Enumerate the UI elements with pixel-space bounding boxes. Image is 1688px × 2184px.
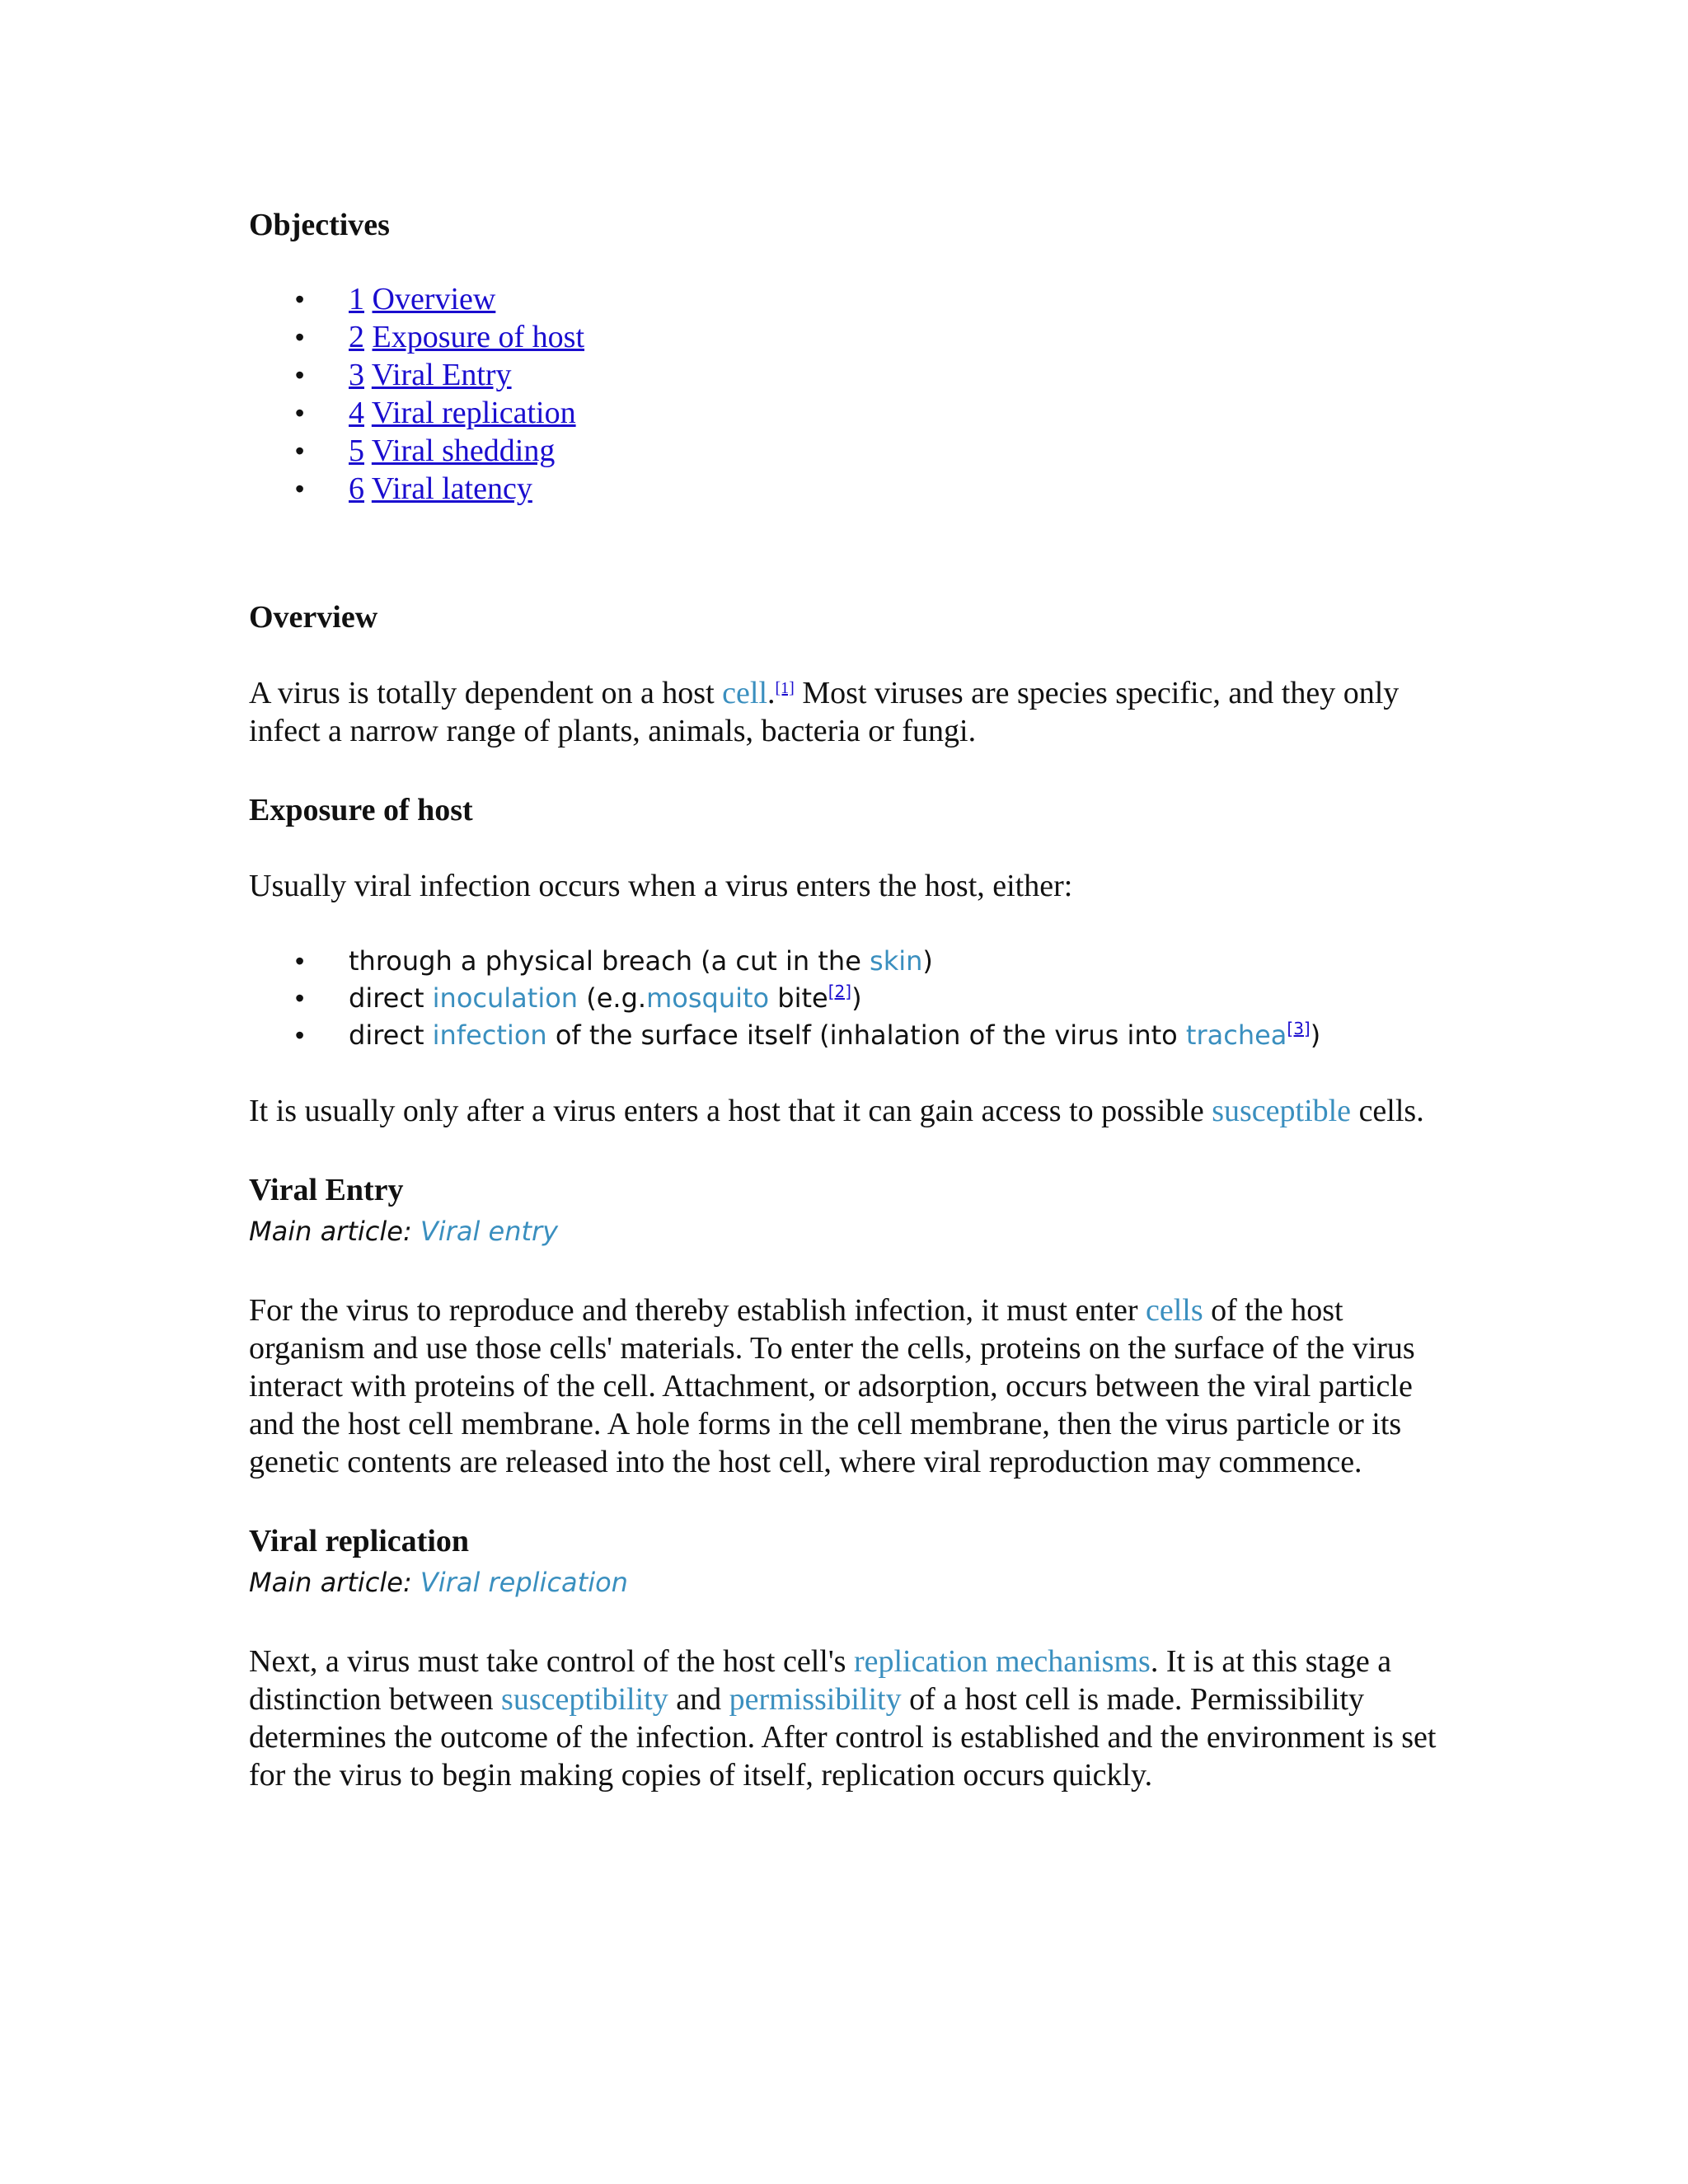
link-cell[interactable]: cell xyxy=(722,676,768,710)
toc-label-overview[interactable]: Overview xyxy=(372,282,496,316)
link-susceptibility[interactable]: susceptibility xyxy=(501,1682,668,1717)
toc-item-viral-replication xyxy=(249,394,1452,432)
toc-item-viral-shedding xyxy=(249,432,1452,470)
viral-replication-paragraph: Next, a virus must take control of the host cell's replication mechanisms. It is at this stage a distinction between susceptibility and permissibility of a host cell is made. Permissibility determines the outcome of the infection. After control is established and the environment is set for the virus to begin making copies of itself, replication occurs quickly. xyxy=(249,1644,1437,1793)
toc-item-viral-entry xyxy=(249,356,1452,394)
link-skin[interactable]: skin xyxy=(870,945,923,977)
exposure-heading: Exposure of host xyxy=(249,793,473,827)
toc-link-exposure[interactable]: 2 xyxy=(349,320,364,354)
overview-paragraph: A virus is totally dependent on a host cell.[1] Most viruses are species specific, and they only infect a narrow range of plants, animals, bacteria or fungi. xyxy=(249,676,1400,748)
link-susceptible[interactable]: susceptible xyxy=(1212,1094,1352,1128)
link-cells[interactable]: cells xyxy=(1146,1293,1203,1328)
link-infection[interactable]: infection xyxy=(432,1019,547,1051)
toc-item-viral-latency xyxy=(249,470,1452,508)
ref-1[interactable]: [1] xyxy=(775,679,795,697)
toc-link-viral-latency[interactable]: 6 xyxy=(349,471,364,506)
document-page xyxy=(249,206,1452,1794)
toc-link-viral-entry[interactable]: 3 xyxy=(349,358,364,392)
toc-label-viral-latency[interactable]: Viral latency xyxy=(371,471,532,506)
exposure-intro: Usually viral infection occurs when a virus enters the host, either: xyxy=(249,869,1073,903)
list-item: • through a physical breach (a cut in the skin) xyxy=(249,943,1452,980)
viral-entry-main-article: Main article: Viral entry xyxy=(249,1216,559,1247)
viral-replication-heading: Viral replication xyxy=(249,1524,470,1558)
toc-label-viral-replication[interactable]: Viral replication xyxy=(371,396,576,430)
link-mosquito[interactable]: mosquito xyxy=(646,982,770,1014)
link-trachea[interactable]: trachea xyxy=(1185,1019,1287,1051)
viral-replication-main-article: Main article: Viral replication xyxy=(249,1567,628,1598)
objectives-list xyxy=(249,280,1452,508)
viral-entry-paragraph: For the virus to reproduce and thereby establish infection, it must enter cells of the host organism and use those cells' materials. To enter the cells, proteins on the surface of the virus interact with proteins of the cell. Attachment, or adsorption, occurs between the viral particle and the host cell membrane. A hole forms in the cell membrane, then the virus particle or its genetic contents are released into the host cell, where viral reproduction may commence. xyxy=(249,1293,1415,1479)
toc-item-exposure xyxy=(249,318,1452,356)
overview-heading: Overview xyxy=(249,600,378,635)
toc-link-overview[interactable]: 1 xyxy=(349,282,364,316)
exposure-list xyxy=(249,943,1452,1054)
list-item: • direct infection of the surface itself (inhalation of the virus into trachea[3]) xyxy=(249,1017,1452,1054)
ref-3[interactable]: [3] xyxy=(1287,1019,1311,1038)
link-viral-entry[interactable]: Viral entry xyxy=(420,1216,559,1247)
exposure-after-paragraph: It is usually only after a virus enters a host that it can gain access to possible susceptible cells. xyxy=(249,1094,1424,1128)
link-inoculation[interactable]: inoculation xyxy=(432,982,579,1014)
link-replication-mechanisms[interactable]: replication mechanisms xyxy=(853,1644,1151,1679)
viral-entry-heading: Viral Entry xyxy=(249,1173,404,1207)
ref-2[interactable]: [2] xyxy=(828,982,852,1001)
link-viral-replication[interactable]: Viral replication xyxy=(420,1567,628,1598)
toc-label-viral-shedding[interactable]: Viral shedding xyxy=(371,434,556,468)
toc-link-viral-shedding[interactable]: 5 xyxy=(349,434,364,468)
link-permissibility[interactable]: permissibility xyxy=(729,1682,902,1717)
list-item: • direct inoculation (e.g.mosquito bite[2]) xyxy=(249,980,1452,1017)
toc-item-overview xyxy=(249,280,1452,318)
toc-label-viral-entry[interactable]: Viral Entry xyxy=(371,358,512,392)
objectives-heading: Objectives xyxy=(249,208,390,242)
toc-label-exposure[interactable]: Exposure of host xyxy=(372,320,585,354)
toc-link-viral-replication[interactable]: 4 xyxy=(349,396,364,430)
